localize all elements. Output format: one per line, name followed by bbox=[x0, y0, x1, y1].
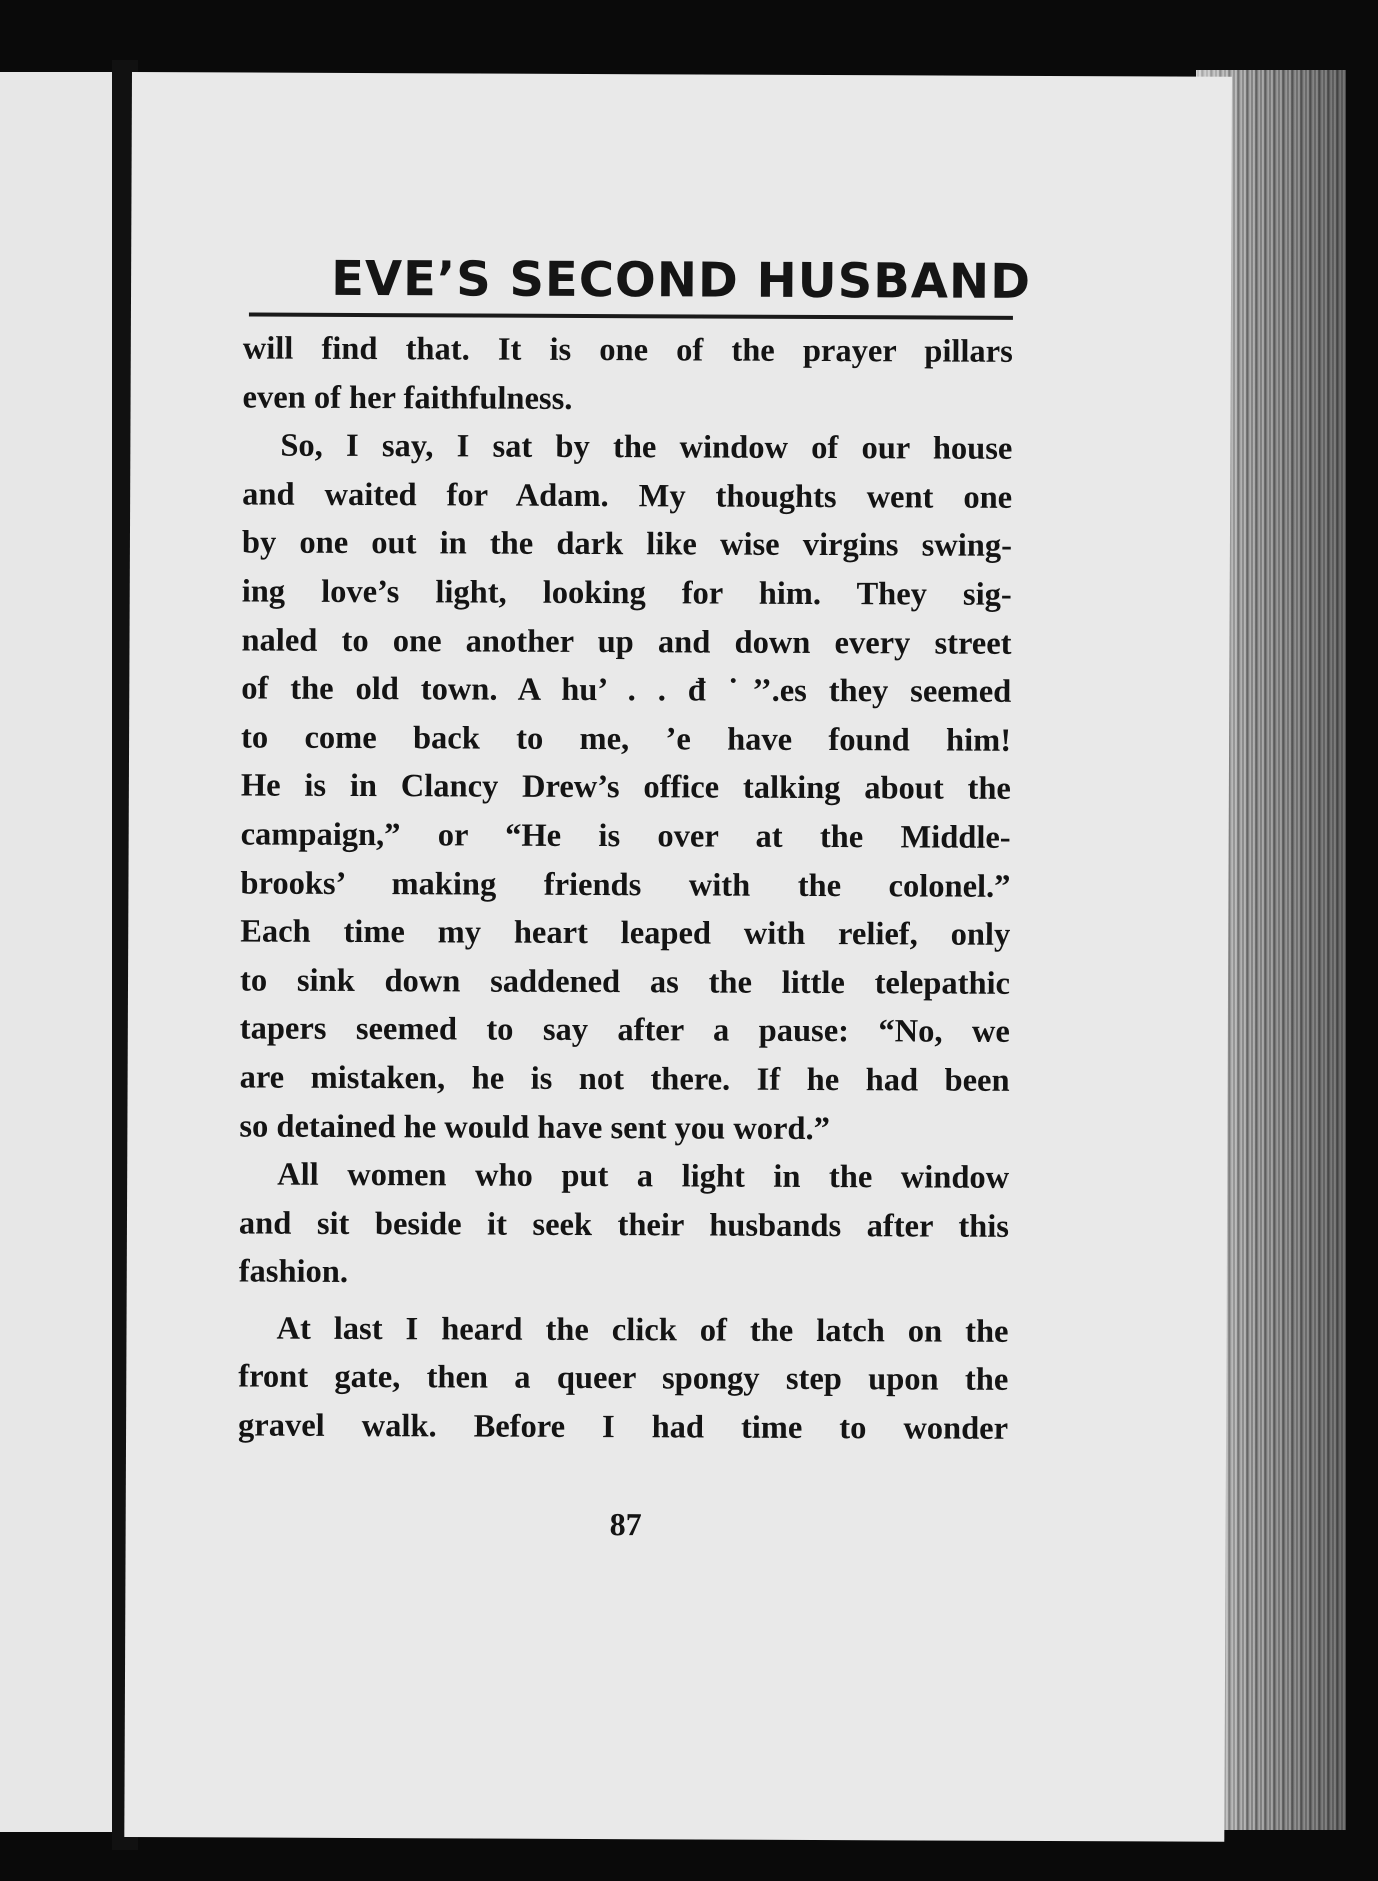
text-line: to come back to me, ’e have found him! bbox=[241, 719, 1012, 759]
text-line: ing love’s light, looking for him. They sig- bbox=[241, 573, 1012, 613]
text-line: even of her faithfulness. bbox=[242, 379, 573, 417]
book-page bbox=[124, 72, 1232, 1842]
text-line: so detained he would have sent you word.” bbox=[239, 1107, 830, 1147]
text-line: are mistaken, he is not there. If he had been bbox=[239, 1059, 1010, 1099]
facing-page-edge bbox=[0, 72, 112, 1832]
body-text bbox=[238, 324, 1013, 1453]
text-line: Each time my heart leaped with relief, only bbox=[240, 913, 1011, 953]
running-head-rule bbox=[249, 313, 1013, 320]
text-line: campaign,” or “He is over at the Middle- bbox=[240, 816, 1011, 856]
text-line: and sit beside it seek their husbands after this bbox=[238, 1205, 1010, 1245]
text-line: He is in Clancy Drew’s office talking about the bbox=[240, 767, 1011, 808]
text-line: tapers seemed to say after a pause: “No, we bbox=[239, 1010, 1010, 1051]
text-line: and waited for Adam. My thoughts went one bbox=[242, 476, 1013, 516]
text-line: to sink down saddened as the little telepathic bbox=[239, 962, 1011, 1002]
text-line: front gate, then a queer spongy step upon the bbox=[238, 1358, 1009, 1399]
text-line: will find that. It is one of the prayer pillars bbox=[242, 330, 1013, 370]
text-line: At last I heard the click of the latch on the bbox=[276, 1310, 1009, 1350]
text-line: gravel walk. Before I had time to wonder bbox=[238, 1407, 1009, 1447]
page-number: 87 bbox=[609, 1506, 642, 1543]
text-line: So, I say, I sat by the window of our house bbox=[280, 427, 1013, 468]
text-line: brooks’ making friends with the colonel.” bbox=[240, 865, 1011, 905]
text-line: All women who put a light in the window bbox=[277, 1156, 1010, 1196]
running-head: EVE’S SECOND HUSBAND bbox=[331, 250, 1032, 310]
text-line: of the old town. A hu’ . . đ ˙’’.es they seemed bbox=[241, 670, 1012, 710]
text-line: fashion. bbox=[238, 1253, 349, 1291]
text-line: naled to one another up and down every street bbox=[241, 622, 1012, 662]
text-line: by one out in the dark like wise virgins swing- bbox=[241, 524, 1013, 565]
